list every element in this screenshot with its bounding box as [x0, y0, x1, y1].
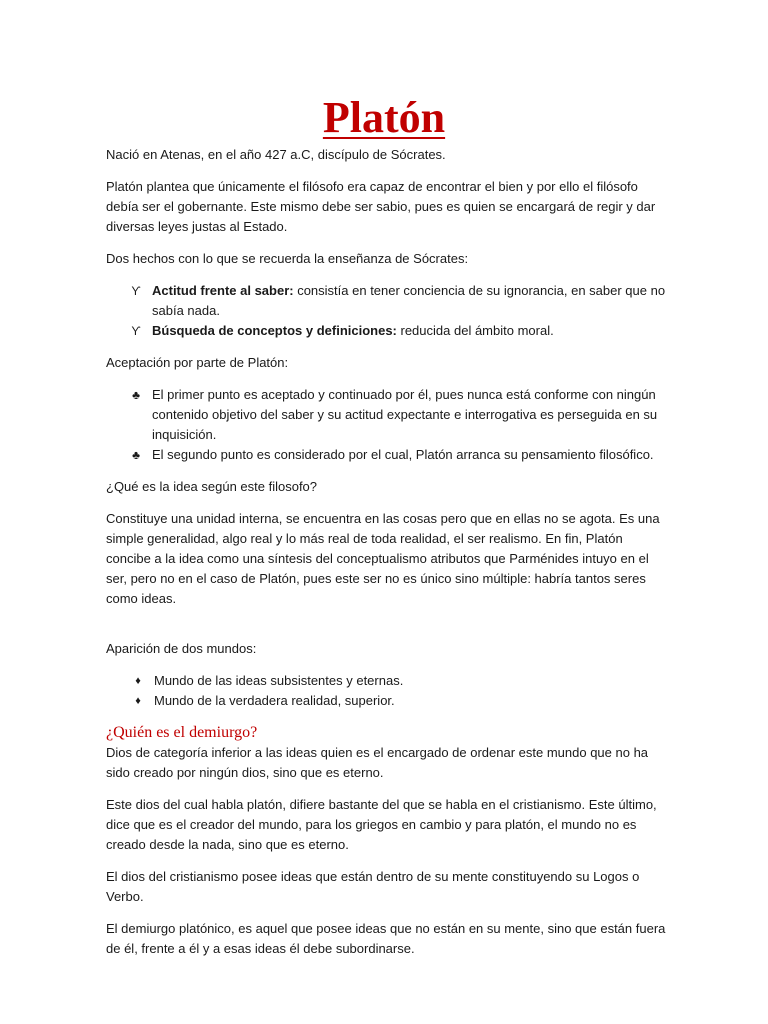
spacer [106, 621, 666, 639]
demiurgo-paragraph-3: El dios del cristianismo posee ideas que están dentro de su mente constituyendo su Logos o Verbo. [106, 869, 640, 904]
diamond-bullet-icon: ♦ [135, 695, 141, 707]
list-item [106, 385, 666, 445]
intro-paragraph-2: Platón plantea que únicamente el filósofo era capaz de encontrar el bien y por ello el filósofo debía ser el gobernante. Este mismo debe ser sabio, pues es quien se encargará de regir y dar diversas leyes justas al Estado. [106, 179, 656, 234]
list-item-text: Mundo de la verdadera realidad, superior. [154, 693, 395, 708]
list-item-term: Actitud frente al saber: [152, 283, 294, 298]
demiurgo-paragraph-1: Dios de categoría inferior a las ideas quien es el encargado de ordenar este mundo que no ha sido creado por ningún dios, sino que es eterno. [106, 745, 649, 780]
aceptacion-list [106, 385, 666, 465]
idea-answer: Constituye una unidad interna, se encuentra en las cosas pero que en ellas no se agota. Es una simple generalidad, algo real y lo más real de toda realidad, el ser realismo. En fin, Platón concibe a la idea como una síntesis del conceptualismo atributos que Parménides intuyo en el ser, pero no en el caso de Platón, pues este ser no es único sino múltiple: habría tantos seres como ideas. [106, 511, 660, 606]
page-title: Platón [322, 93, 446, 142]
mundos-heading: Aparición de dos mundos: [106, 641, 257, 656]
list-item [106, 671, 666, 691]
demiurgo-paragraph-4: El demiurgo platónico, es aquel que posee ideas que no están en su mente, sino que están fuera de él, frente a él y a esas ideas él debe subordinarse. [106, 921, 666, 956]
demiurgo-heading: ¿Quién es el demiurgo? [106, 724, 258, 741]
list-item-text: El segundo punto es considerado por el cual, Platón arranca su pensamiento filosófico. [152, 447, 654, 462]
list-item-term: Búsqueda de conceptos y definiciones: [152, 323, 397, 338]
demiurgo-paragraph-2: Este dios del cual habla platón, difiere bastante del que se habla en el cristianismo. Este último, dice que es el creador del mundo, para los griegos en cambio y para platón, el mundo no es creado desde la nada, sino que es eterno. [106, 797, 657, 852]
intro-paragraph-1: Nació en Atenas, en el año 427 a.C, discípulo de Sócrates. [106, 147, 446, 162]
list-item-text: consistía en tener conciencia de su ignorancia, en saber que no sabía nada. [152, 283, 666, 318]
document-body [106, 145, 666, 971]
list-item-text: Mundo de las ideas subsistentes y eternas. [154, 673, 404, 688]
club-bullet-icon: ♣ [132, 388, 140, 402]
aceptacion-heading: Aceptación por parte de Platón: [106, 355, 289, 370]
diamond-bullet-icon: ♦ [135, 675, 141, 687]
list-item-text: El primer punto es aceptado y continuado por él, pues nunca está conforme con ningún contenido objetivo del saber y su actitud expectante e interrogativa es perseguida en su inquisición. [152, 387, 658, 442]
intro-paragraph-3: Dos hechos con lo que se recuerda la enseñanza de Sócrates: [106, 251, 469, 266]
list-item [106, 691, 666, 711]
list-item [106, 281, 666, 321]
upsilon-bullet-icon: ϒ [131, 284, 141, 298]
mundos-list [106, 671, 666, 711]
list-item-text: reducida del ámbito moral. [396, 323, 554, 338]
idea-question: ¿Qué es la idea según este filosofo? [106, 479, 318, 494]
club-bullet-icon: ♣ [132, 448, 140, 462]
list-item [106, 445, 666, 465]
socrates-list [106, 281, 666, 341]
upsilon-bullet-icon: ϒ [131, 324, 141, 338]
list-item [106, 321, 666, 341]
